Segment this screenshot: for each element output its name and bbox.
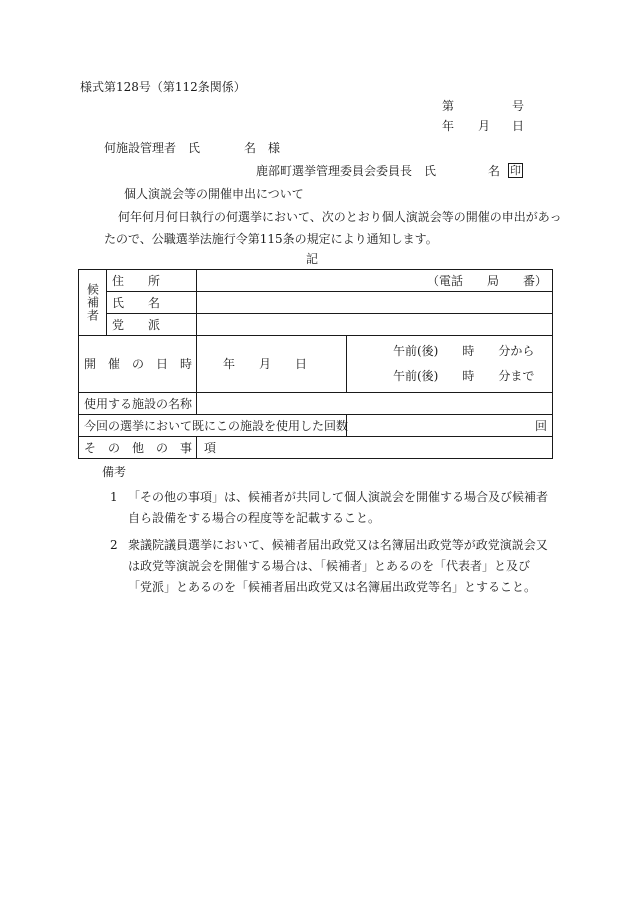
notification-table <box>78 269 553 459</box>
remark-text: 「その他の事項」は、候補者が共同して個人演説会を開催する場合及び候補者自ら設備をする場合の程度等を記載すること。 <box>128 490 549 525</box>
seal-mark <box>508 163 523 178</box>
name-field[interactable] <box>197 292 553 314</box>
table-row-name <box>79 292 553 314</box>
body-line-2: たので、公職選挙法施行令第115条の規定により通知します。 <box>104 232 438 246</box>
date-day: 日 <box>512 119 525 133</box>
subject: 個人演説会等の開催申出について <box>124 187 304 201</box>
remark-text: 衆議院議員選挙において、候補者届出政党又は名簿届出政党等が政党演説会又は政党等演説会を開催する場合は、「候補者」とあるのを「代表者」と及び「党派」とあるのを「候補者届出政党又は名簿届出政党等名」とすること。 <box>128 538 548 594</box>
facility-label: 使用する施設の名称 <box>79 393 197 415</box>
table-row-address <box>79 270 553 292</box>
phone-note: （電話 局 番） <box>427 273 548 288</box>
date-month: 月 <box>478 119 491 133</box>
table-row-previous-use <box>79 415 553 437</box>
seal-text: 印 <box>510 164 521 177</box>
datetime-label: 開 催 の 日 時 <box>79 336 197 393</box>
addressee: 何施設管理者 氏 <box>104 141 201 155</box>
previous-use-field[interactable] <box>347 415 553 437</box>
doc-number-suffix: 号 <box>512 99 525 113</box>
times-unit: 回 <box>535 418 548 433</box>
party-label: 党 派 <box>107 314 197 336</box>
party-field[interactable] <box>197 314 553 336</box>
sender-name-suffix: 名 <box>488 164 501 178</box>
name-label: 氏 名 <box>107 292 197 314</box>
addressee-suffix: 名 様 <box>244 141 281 155</box>
remark-number: 2 <box>110 538 118 552</box>
remark-item <box>110 487 550 529</box>
body-line-1: 何年何月何日執行の何選挙において、次のとおり個人演説会等の開催の申出があっ <box>118 210 562 224</box>
form-number: 様式第128号（第112条関係） <box>80 80 246 94</box>
remarks-list <box>110 487 550 604</box>
date-field[interactable]: 年 月 日 <box>197 336 347 393</box>
time-field[interactable] <box>347 336 553 393</box>
previous-use-label: 今回の選挙において既にこの施設を使用した回数 <box>79 415 347 437</box>
other-label: そ の 他 の 事 項 <box>79 437 197 459</box>
remark-item <box>110 535 550 598</box>
start-time: 午前(後) 時 分から <box>393 344 535 358</box>
address-field[interactable] <box>197 270 553 292</box>
ki-heading: 記 <box>306 252 319 266</box>
end-time: 午前(後) 時 分まで <box>393 369 535 383</box>
address-label <box>107 270 197 292</box>
date-year: 年 <box>442 119 455 133</box>
sender: 鹿部町選挙管理委員会委員長 氏 <box>256 164 437 178</box>
table-row-datetime <box>79 336 553 393</box>
candidate-label: 候補者 <box>79 270 107 336</box>
remark-number: 1 <box>110 490 118 504</box>
address-label-value: 住 所 <box>112 273 161 288</box>
table-row-party <box>79 314 553 336</box>
other-field[interactable] <box>197 437 553 459</box>
address-label-text <box>112 274 191 288</box>
facility-field[interactable] <box>197 393 553 415</box>
remarks-title: 備考 <box>102 465 127 479</box>
doc-number-prefix: 第 <box>442 99 455 113</box>
table-row-facility <box>79 393 553 415</box>
table-row-other <box>79 437 553 459</box>
